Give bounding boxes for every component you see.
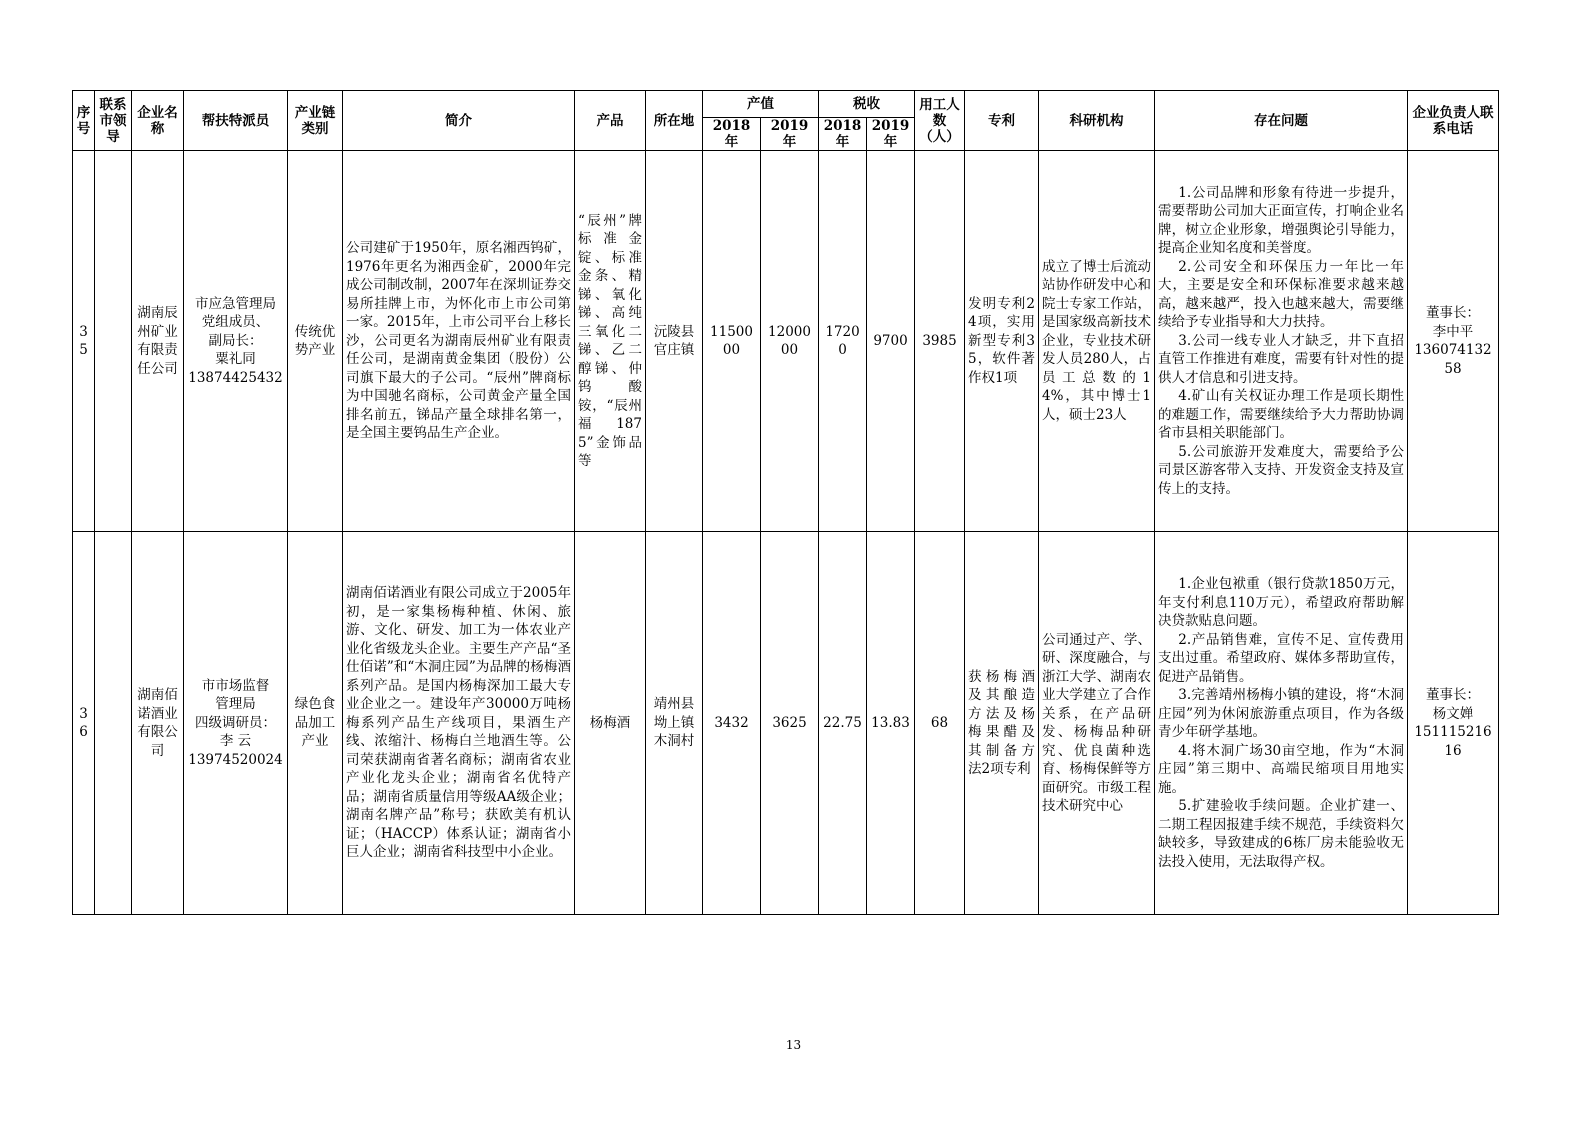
issue-item: 2.公司安全和环保压力一年比一年大，主要是安全和环保标准要求越来越高，越来越严，投入也越来越大，需要继续给予专业指导和大力扶持。 [1158,258,1404,331]
cell-chain: 绿色食品加工产业 [288,532,343,915]
cell-envoy: 市应急管理局 党组成员、 副局长： 粟礼同 13874425432 [184,151,288,532]
header-issues: 存在问题 [1155,91,1408,151]
issue-item: 3.公司一线专业人才缺乏，井下直招直管工作推进有难度，需要有针对性的提供人才信息和引进支持。 [1158,332,1404,386]
cell-company: 湖南佰诺酒业有限公司 [132,532,184,915]
table-row [73,151,1499,532]
header-envoy: 帮扶特派员 [184,91,288,151]
header-location: 所在地 [646,91,703,151]
header-research: 科研机构 [1039,91,1155,151]
cell-issues [1155,532,1408,915]
cell-leader [95,532,132,915]
issue-item: 3.完善靖州杨梅小镇的建设，将“木洞庄园”列为休闲旅游重点项目，作为各级青少年研学基地。 [1158,687,1404,740]
cell-product: 杨梅酒 [575,532,646,915]
cell-leader [95,151,132,532]
cell-employees: 68 [915,532,965,915]
cell-location: 靖州县坳上镇木洞村 [646,532,703,915]
cell-intro: 公司建矿于1950年，原名湘西钨矿，1976年更名为湘西金矿，2000年完成公司制改制，2007年在深圳证券交易所挂牌上市，为怀化市上市公司第一家。2015年，上市公司平台上移长沙，公司更名为湖南辰州矿业有限责任公司，是湖南黄金集团（股份）公司旗下最大的子公司。“辰州”牌商标为中国驰名商标，公司黄金产量全国排名前五，锑品产量全球排名第一，是全国主要钨品生产企业。 [343,151,575,532]
cell-seq: 35 [73,151,95,532]
cell-intro: 湖南佰诺酒业有限公司成立于2005年初，是一家集杨梅种植、休闲、旅游、文化、研发、加工为一体农业产业化省级龙头企业。主要生产产品“圣仕佰诺”和“木洞庄园”为品牌的杨梅酒系列产品。是国内杨梅深加工最大专业企业之一。建设年产30000万吨杨梅系列产品生产线项目，果酒生产线、浓缩汁、杨梅白兰地酒生等。公司荣获湖南省著名商标；湖南省农业产业化龙头企业；湖南省名优特产品；湖南省质量信用等级AA级企业；湖南名牌产品”称号；获欧美有机认证；（HACCP）体系认证；湖南省小巨人企业；湖南省科技型中小企业。 [343,532,575,915]
cell-output-2018: 3432 [703,532,761,915]
table-row [73,532,1499,915]
header-output-2018: 2018年 [703,118,761,151]
issue-item: 5.公司旅游开发难度大，需要给予公司景区游客带入支持、开发资金支持及宣传上的支持。 [1158,443,1404,497]
cell-employees: 3985 [915,151,965,532]
header-output-2019: 2019年 [761,118,819,151]
page-number: 13 [785,1038,802,1052]
cell-product: “辰州”牌标准金锭、标准金条、精锑、氧化锑、高纯三氧化二锑、乙二醇锑、仲钨酸铵，“辰州福1875”金饰品等 [575,151,646,532]
cell-output-2019: 1200000 [761,151,819,532]
header-patents: 专利 [965,91,1039,151]
header-chain: 产业链类别 [288,91,343,151]
cell-research: 成立了博士后流动站协作研发中心和院士专家工作站，是国家级高新技术企业，专业技术研发人员280人，占员工总数的14%，其中博士1人，硕士23人 [1039,151,1155,532]
header-tax: 税收 [819,91,915,118]
cell-output-2019: 3625 [761,532,819,915]
cell-patents: 发明专利24项，实用新型专利35，软件著作权1项 [965,151,1039,532]
cell-contact: 董事长： 李中平 13607413258 [1408,151,1499,532]
issue-item: 1.企业包袱重（银行贷款1850万元，年支付利息110万元），希望政府帮助解决贷款贴息问题。 [1158,576,1404,629]
cell-tax-2019: 13.83 [867,532,915,915]
header-intro: 简介 [343,91,575,151]
header-tax-2018: 2018年 [819,118,867,151]
cell-tax-2019: 9700 [867,151,915,532]
header-leader: 联系市领导 [95,91,132,151]
cell-seq: 36 [73,532,95,915]
issue-item: 4.矿山有关权证办理工作是项长期性的难题工作，需要继续给予大力帮助协调省市县相关职能部门。 [1158,388,1404,442]
cell-location: 沅陵县官庄镇 [646,151,703,532]
header-product: 产品 [575,91,646,151]
cell-output-2018: 1150000 [703,151,761,532]
cell-issues [1155,151,1408,532]
header-contact: 企业负责人联系电话 [1408,91,1499,151]
cell-envoy: 市市场监督 管理局 四级调研员： 李 云 13974520024 [184,532,288,915]
header-output: 产值 [703,91,819,118]
cell-research: 公司通过产、学、研、深度融合，与浙江大学、湖南农业大学建立了合作关系，在产品研发、杨梅品种研究、优良菌种选育、杨梅保鲜等方面研究。市级工程技术研究中心 [1039,532,1155,915]
header-seq: 序号 [73,91,95,151]
header-employees: 用工人数（人） [915,91,965,151]
enterprise-table [72,90,1499,915]
issue-item: 5.扩建验收手续问题。企业扩建一、二期工程因报建手续不规范，手续资料欠缺较多，导致建成的6栋厂房未能验收无法投入使用，无法取得产权。 [1158,798,1404,870]
cell-patents: 获杨梅酒及其酿造方法及杨梅果醋及其制备方法2项专利 [965,532,1039,915]
issue-item: 2.产品销售难，宣传不足、宣传费用支出过重。希望政府、媒体多帮助宣传，促进产品销售。 [1158,631,1404,685]
header-tax-2019: 2019年 [867,118,915,151]
cell-contact: 董事长： 杨文婵 15111521616 [1408,532,1499,915]
cell-tax-2018: 17200 [819,151,867,532]
cell-company: 湖南辰州矿业有限责任公司 [132,151,184,532]
issue-item: 4.将木洞广场30亩空地，作为“木洞庄园”第三期中、高端民缩项目用地实施。 [1158,742,1404,796]
header-company: 企业名称 [132,91,184,151]
cell-tax-2018: 22.75 [819,532,867,915]
cell-chain: 传统优势产业 [288,151,343,532]
issue-item: 1.公司品牌和形象有待进一步提升，需要帮助公司加大正面宣传，打响企业名牌，树立企业形象，增强舆论引导能力，提高企业知名度和美誉度。 [1158,184,1404,257]
